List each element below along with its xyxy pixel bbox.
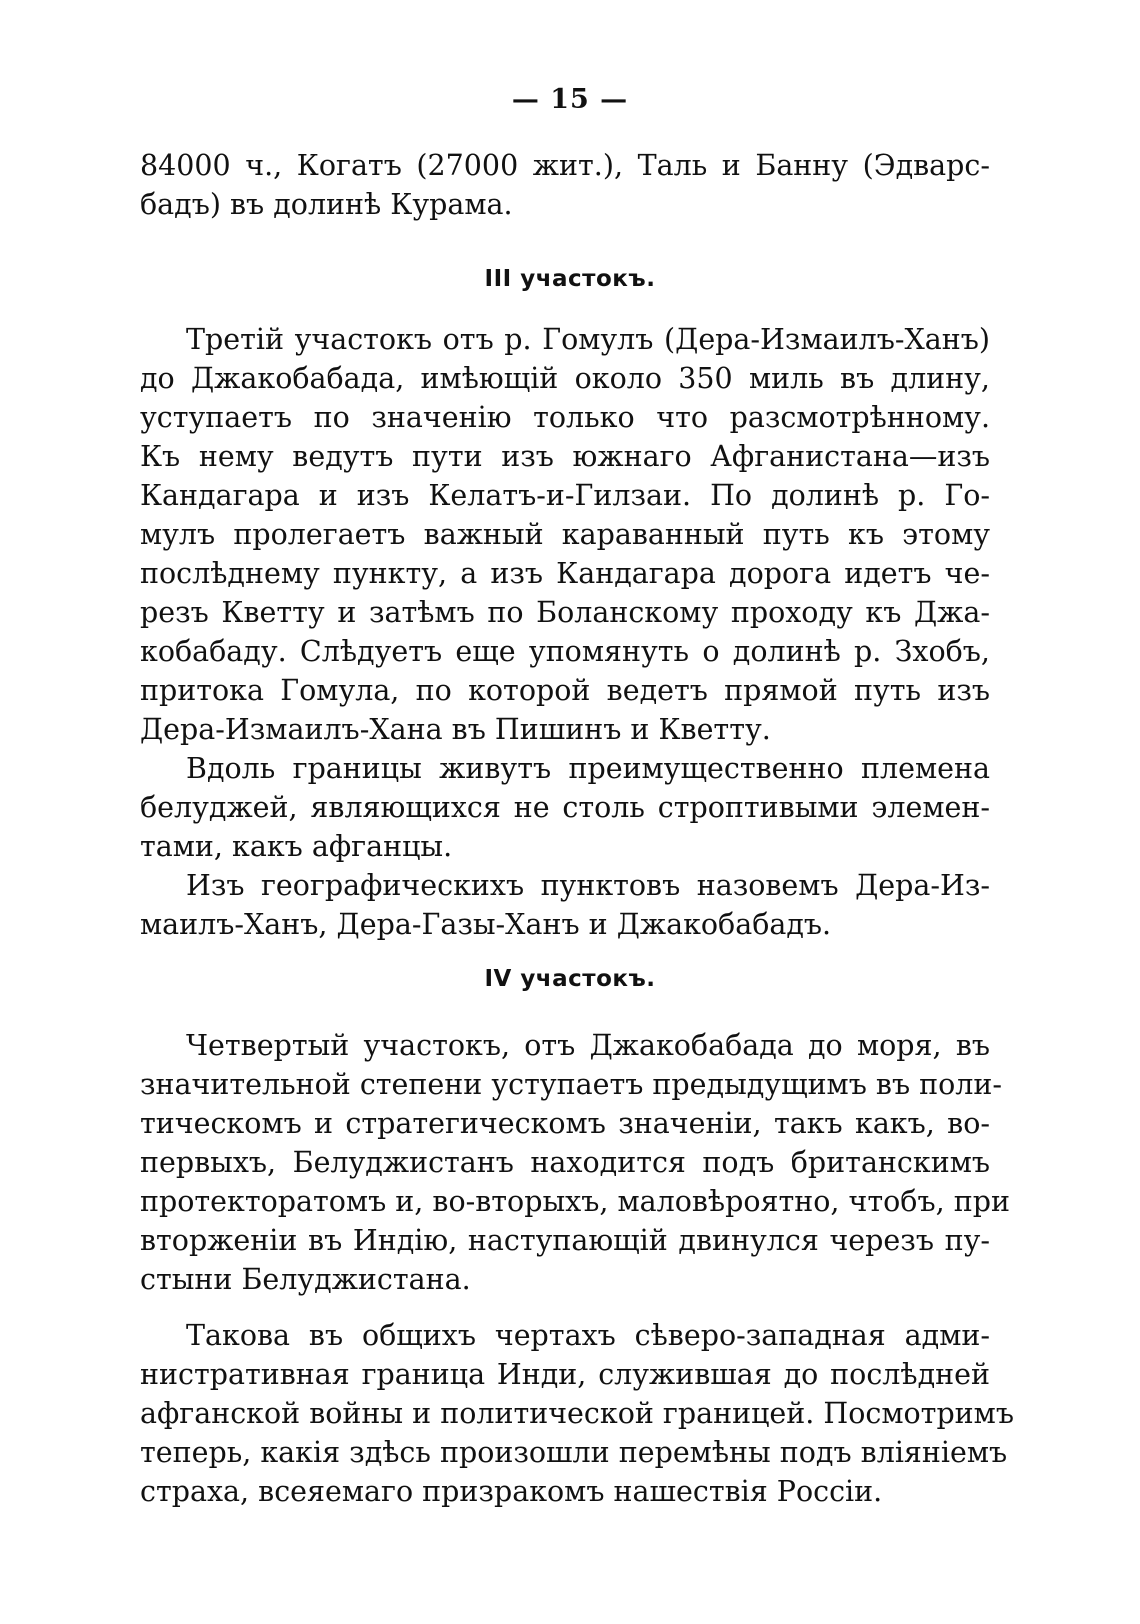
text-line: маилъ-Ханъ, Дера-Газы-Ханъ и Джакобабадъ. [140, 908, 832, 941]
text-line: Четвертый участокъ, отъ Джакобабада до моря, въ [186, 1029, 990, 1062]
page-number: — 15 — [511, 84, 629, 115]
text-line: нистративная граница Инди, служившая до послѣдней [140, 1358, 990, 1391]
text-line: притока Гомула, по которой ведетъ прямой путь изъ [140, 674, 990, 707]
text-line: мулъ пролегаетъ важный караванный путь къ этому [140, 518, 990, 551]
text-line: Такова въ общихъ чертахъ сѣверо-западная адми- [186, 1319, 990, 1352]
text-line: афганской войны и политической границей. Посмотримъ [140, 1397, 1014, 1430]
text-line: Третій участокъ отъ р. Гомулъ (Дера-Измаилъ-Ханъ) [186, 323, 990, 356]
text-line: бадъ) въ долинѣ Курама. [140, 188, 513, 221]
text-line: послѣднему пункту, а изъ Кандагара дорога идетъ че- [140, 557, 990, 590]
section-iv-paragraph-1 [140, 1026, 1010, 1299]
section-iii-paragraph-2 [140, 749, 990, 866]
text-line: тическомъ и стратегическомъ значеніи, такъ какъ, во- [140, 1107, 990, 1140]
text-line: значительной степени уступаетъ предыдущимъ въ поли- [140, 1068, 1003, 1101]
continuation-paragraph [140, 146, 990, 224]
text-line: кобабаду. Слѣдуетъ еще упомянуть о долинѣ р. Зхобъ, [140, 635, 990, 668]
text-line: Кандагара и изъ Келатъ-и-Гилзаи. По долинѣ р. Го- [140, 479, 990, 512]
text-line: протекторатомъ и, во-вторыхъ, маловѣроятно, чтобъ, при [140, 1185, 1010, 1218]
section-heading-iv: IV участокъ. [484, 966, 656, 992]
text-line: до Джакобабада, имѣющій около 350 миль въ длину, [140, 362, 990, 395]
text-line: тами, какъ афганцы. [140, 830, 453, 863]
text-line: Вдоль границы живутъ преимущественно племена [186, 752, 990, 785]
closing-paragraph [140, 1316, 1014, 1511]
section-iii-paragraph-3 [140, 866, 990, 944]
text-line: Къ нему ведутъ пути изъ южнаго Афганистана—изъ [140, 440, 990, 473]
text-line: первыхъ, Белуджистанъ находится подъ британскимъ [140, 1146, 990, 1179]
text-line: Изъ географическихъ пунктовъ назовемъ Дера-Из- [186, 869, 990, 902]
text-line: резъ Кветту и затѣмъ по Боланскому проходу къ Джа- [140, 596, 990, 629]
text-line: стыни Белуджистана. [140, 1263, 471, 1296]
text-line: белуджей, являющихся не столь строптивыми элемен- [140, 791, 990, 824]
text-line: страха, всеяемаго призракомъ нашествія Россіи. [140, 1475, 883, 1508]
text-line: 84000 ч., Когатъ (27000 жит.), Таль и Банну (Эдварс- [140, 149, 990, 182]
text-line: Дера-Измаилъ-Хана въ Пишинъ и Кветту. [140, 713, 771, 746]
text-line: теперь, какія здѣсь произошли перемѣны подъ вліяніемъ [140, 1436, 1008, 1469]
text-line: уступаетъ по значенію только что разсмотрѣнному. [140, 401, 990, 434]
section-heading-iii: III участокъ. [484, 266, 656, 292]
section-iii-paragraph-1 [140, 320, 990, 749]
text-line: вторженіи въ Индію, наступающій двинулся черезъ пу- [140, 1224, 990, 1257]
